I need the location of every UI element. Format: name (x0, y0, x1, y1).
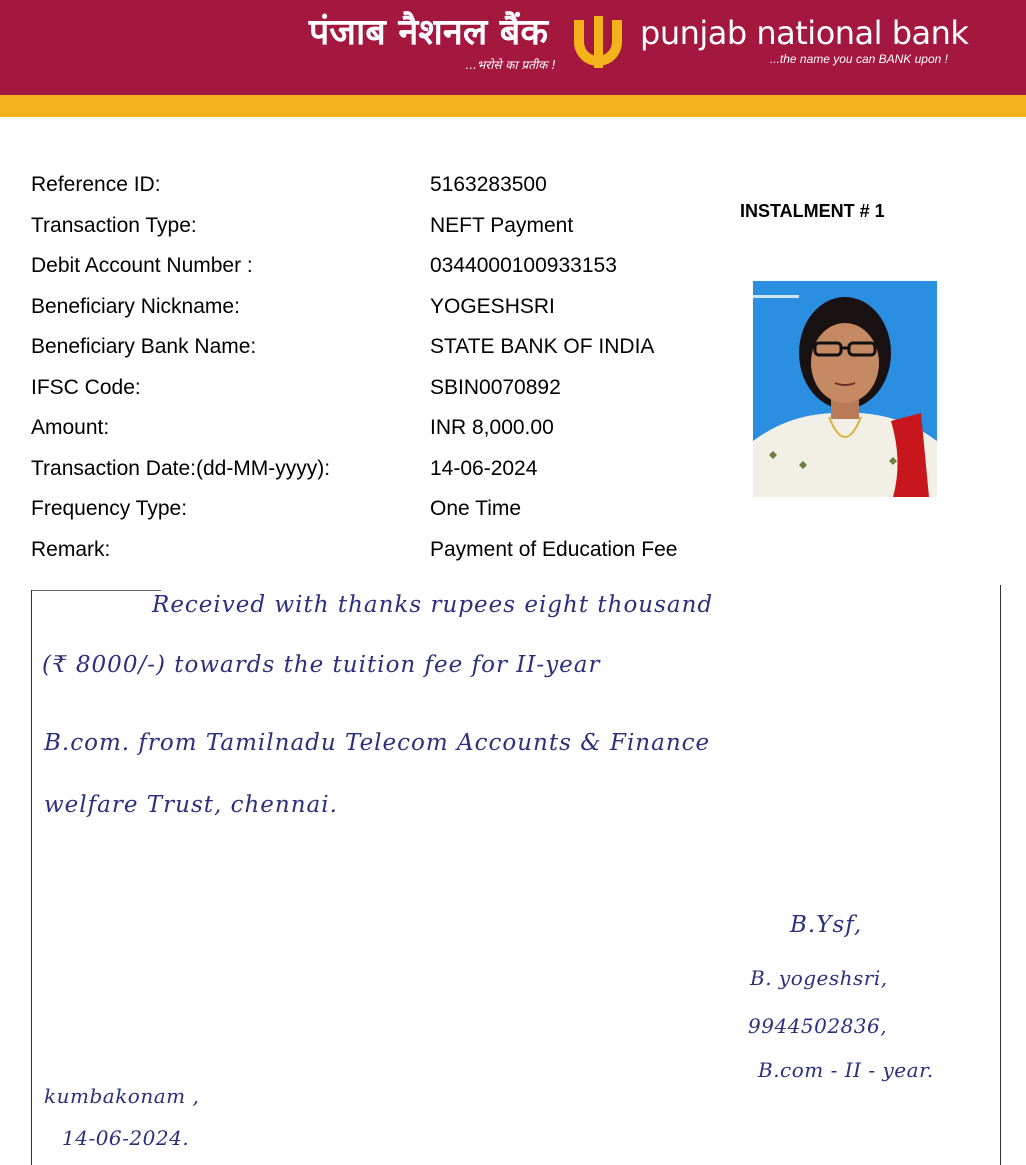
detail-label: Amount: (31, 416, 110, 439)
detail-value: 0344000100933153 (430, 254, 617, 277)
detail-label: Remark: (31, 537, 111, 561)
handwritten-phone: 9944502836, (748, 1014, 888, 1038)
detail-value: NEFT Payment (430, 213, 574, 237)
handwritten-place: kumbakonam , (44, 1084, 200, 1108)
detail-label: Beneficiary Bank Name: (31, 335, 257, 358)
detail-value: 5163283500 (430, 173, 547, 196)
detail-label: Transaction Type: (31, 213, 197, 237)
bank-tagline-hindi: ...भरोसे का प्रतीक ! (465, 58, 556, 72)
detail-label: Frequency Type: (31, 497, 188, 520)
bank-tagline-english: ...the name you can BANK upon ! (769, 52, 948, 66)
instalment-label: INSTALMENT # 1 (740, 201, 885, 221)
detail-value: STATE BANK OF INDIA (430, 335, 655, 358)
bank-name-hindi: पंजाब नैशनल बैंक (308, 12, 548, 53)
handwritten-box-right-edge (1000, 585, 1001, 1165)
bank-name-english: punjab national bank (640, 14, 969, 52)
header-accent-stripe (0, 95, 1026, 117)
detail-label: Transaction Date:(dd-MM-yyyy): (31, 456, 331, 480)
handwritten-box-top-edge (31, 590, 161, 591)
handwritten-payee-name: B. yogeshsri, (750, 966, 888, 990)
detail-label: Debit Account Number : (31, 254, 253, 277)
student-photo (753, 281, 937, 497)
pnb-logo-icon (570, 12, 626, 72)
detail-value: SBIN0070892 (430, 375, 561, 399)
detail-value: 14-06-2024 (430, 456, 538, 480)
handwritten-line-2: (₹ 8000/-) towards the tuition fee for II-year (42, 652, 601, 678)
detail-value: One Time (430, 497, 522, 520)
handwritten-line-1: Received with thanks rupees eight thousand (152, 592, 714, 618)
detail-value: Payment of Education Fee (430, 537, 678, 561)
handwritten-line-3: B.com. from Tamilnadu Telecom Accounts & Finance (44, 730, 711, 756)
handwritten-box-left-edge (31, 590, 32, 1165)
handwritten-course: B.com - II - year. (758, 1058, 934, 1082)
detail-value: YOGESHSRI (430, 294, 555, 318)
detail-label: IFSC Code: (31, 375, 141, 399)
detail-label: Reference ID: (31, 173, 161, 196)
detail-value: INR 8,000.00 (430, 416, 554, 439)
detail-label: Beneficiary Nickname: (31, 294, 240, 318)
handwritten-date: 14-06-2024. (62, 1126, 190, 1150)
handwritten-line-4: welfare Trust, chennai. (44, 792, 338, 818)
handwritten-signature: B.Ysf, (790, 912, 863, 938)
portrait-illustration (753, 281, 937, 497)
